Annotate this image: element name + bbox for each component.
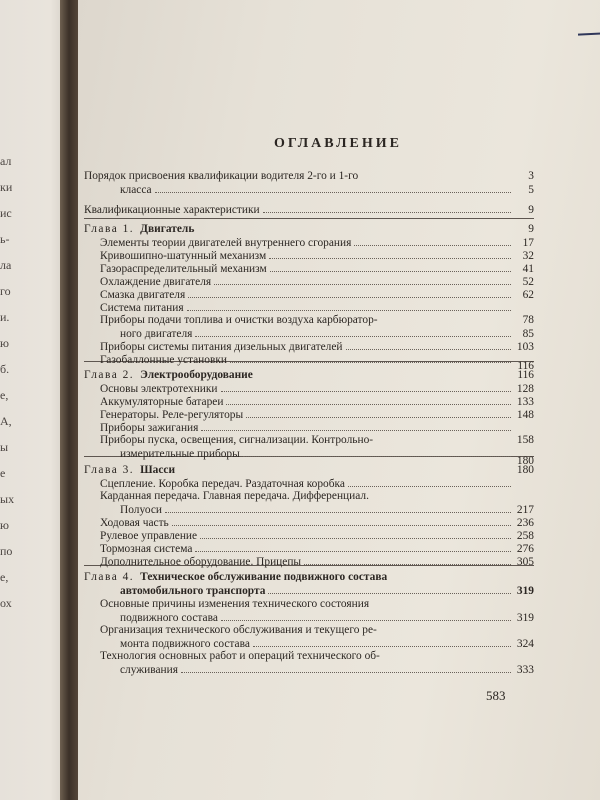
dot-leader <box>172 516 511 526</box>
toc-entry[interactable] <box>84 353 534 366</box>
entry-title: Порядок присвоения квалификации водителя 2-го и 1-го <box>84 170 359 182</box>
entry-title: Тормозная система <box>100 543 193 555</box>
entry-title: Кривошипно-шатунный механизм <box>100 250 267 262</box>
entry-title: Смазка двигателя <box>100 289 186 301</box>
entry-page-number: 41 <box>522 263 534 275</box>
dot-leader <box>383 650 511 659</box>
entry-title: Технология основных работ и операций технического об- <box>100 650 380 662</box>
dot-leader <box>230 353 511 363</box>
toc-entry[interactable] <box>84 170 534 183</box>
dot-leader <box>187 301 511 311</box>
entry-page-number: 32 <box>522 250 534 262</box>
pen-mark <box>578 32 600 35</box>
toc-chapter[interactable] <box>84 455 534 477</box>
entry-title: Сцепление. Коробка передач. Раздаточная коробка <box>100 478 345 490</box>
book-spine <box>60 0 80 800</box>
toc-chapter[interactable] <box>84 223 534 236</box>
entry-page-number: 62 <box>522 289 534 301</box>
toc-entry[interactable] <box>84 447 534 460</box>
dot-leader <box>200 529 511 539</box>
entry-page-number: 319 <box>516 585 534 597</box>
dot-leader <box>268 584 511 594</box>
entry-page-number: 9 <box>528 204 534 216</box>
entry-title: Аккумуляторные батареи <box>100 396 224 408</box>
left-page-fragment: ла <box>0 258 12 272</box>
entry-title: класса <box>120 184 152 196</box>
dot-leader <box>181 663 511 673</box>
entry-title: Элементы теории двигателей внутреннего сгорания <box>100 237 352 249</box>
section-divider <box>84 218 534 219</box>
entry-title: измерительные приборы <box>120 448 240 460</box>
toc-entry[interactable] <box>84 327 534 340</box>
chapter-title: Двигатель <box>140 223 195 235</box>
entry-title: автомобильного транспорта <box>120 585 266 597</box>
entry-page-number: 148 <box>516 409 534 421</box>
left-page-fragment: б. <box>0 362 10 376</box>
left-page-fragment: ы <box>0 440 9 454</box>
toc-entry[interactable] <box>84 275 534 288</box>
toc-entry[interactable] <box>84 203 534 216</box>
left-page-fragment: го <box>0 284 11 298</box>
left-page-fragment: ки <box>0 180 13 194</box>
toc-page <box>78 0 600 800</box>
entry-title: Квалификационные характеристики <box>84 204 260 216</box>
toc-entry[interactable] <box>84 434 534 447</box>
dot-leader <box>178 464 511 473</box>
entry-title: Газораспределительный механизм <box>100 263 267 275</box>
toc-chapter[interactable] <box>84 571 534 584</box>
toc-entry[interactable] <box>84 650 534 663</box>
chapter-title: Техническое обслуживание подвижного состава <box>140 571 388 583</box>
dot-leader <box>263 203 511 213</box>
left-page-fragment: ис <box>0 206 12 220</box>
toc-entry[interactable] <box>84 421 534 434</box>
left-page-fragment: ал <box>0 154 12 168</box>
entry-page-number: 333 <box>516 664 534 676</box>
dot-leader <box>221 382 511 392</box>
toc-entry[interactable] <box>84 183 534 196</box>
entry-page-number: 305 <box>516 556 534 568</box>
dot-leader <box>246 408 511 418</box>
dot-leader <box>361 170 511 179</box>
toc-entry[interactable] <box>84 490 534 503</box>
entry-page-number: 116 <box>517 360 534 372</box>
dot-leader <box>376 434 511 443</box>
toc-entry[interactable] <box>84 637 534 650</box>
entry-page-number: 78 <box>522 314 534 326</box>
entry-page-number: 217 <box>516 504 534 516</box>
left-page-fragment: А, <box>0 414 12 428</box>
entry-title: Ходовая часть <box>100 517 169 529</box>
entry-title: Полуоси <box>120 504 162 516</box>
left-page-fragment: е, <box>0 388 9 402</box>
dot-leader <box>346 340 512 350</box>
toc-entry[interactable] <box>84 236 534 249</box>
dot-leader <box>226 395 511 405</box>
dot-leader <box>214 275 511 285</box>
dot-leader <box>165 503 511 513</box>
dot-leader <box>221 611 511 621</box>
dot-leader <box>270 262 511 272</box>
toc-entry[interactable] <box>84 382 534 395</box>
chapter-label: Глава 2. <box>84 369 135 381</box>
toc-entry[interactable] <box>84 611 534 624</box>
dot-leader <box>269 249 511 259</box>
chapter-label: Глава 1. <box>84 223 135 235</box>
dot-leader <box>197 223 511 232</box>
dot-leader <box>256 369 511 378</box>
entry-title: Охлаждение двигателя <box>100 276 212 288</box>
toc-entry[interactable] <box>84 408 534 421</box>
dot-leader <box>304 555 511 565</box>
entry-page-number: 3 <box>528 170 534 182</box>
entry-page-number: 103 <box>516 341 534 353</box>
left-page-fragment: ых <box>0 492 15 506</box>
toc-entry[interactable] <box>84 584 534 597</box>
dot-leader <box>155 183 511 193</box>
entry-page-number: 9 <box>528 223 534 235</box>
dot-leader <box>201 421 511 431</box>
entry-title: Приборы зажигания <box>100 422 199 434</box>
entry-title: подвижного состава <box>120 612 218 624</box>
entry-title: Система питания <box>100 302 184 314</box>
toc-entry[interactable] <box>84 262 534 275</box>
dot-leader <box>253 637 511 647</box>
toc-entry[interactable] <box>84 503 534 516</box>
dot-leader <box>372 490 511 499</box>
toc-entry[interactable] <box>84 288 534 301</box>
chapter-title: Электрооборудование <box>140 369 253 381</box>
entry-page-number: 258 <box>516 530 534 542</box>
left-page-text <box>0 150 22 618</box>
entry-page-number: 319 <box>516 612 534 624</box>
entry-page-number: 158 <box>516 434 534 446</box>
dot-leader <box>372 598 511 607</box>
entry-page-number: 52 <box>522 276 534 288</box>
chapter-label: Глава 3. <box>84 464 135 476</box>
toc-entry[interactable] <box>84 249 534 262</box>
toc-entry[interactable] <box>84 663 534 676</box>
entry-page-number: 85 <box>522 328 534 340</box>
entry-title: Организация технического обслуживания и текущего ре- <box>100 624 377 636</box>
entry-title: ного двигателя <box>120 328 193 340</box>
left-page-fragment: по <box>0 544 13 558</box>
dot-leader <box>390 571 511 580</box>
left-page-fragment: е, <box>0 570 9 584</box>
toc-entry[interactable] <box>84 529 534 542</box>
dot-leader <box>380 624 511 633</box>
entry-page-number: 236 <box>516 517 534 529</box>
entry-title: Газобаллонные установки <box>100 354 227 366</box>
toc-entry[interactable] <box>84 395 534 408</box>
dot-leader <box>195 542 511 552</box>
dot-leader <box>188 288 511 298</box>
entry-page-number: 133 <box>516 396 534 408</box>
left-page-fragment: ь- <box>0 232 10 246</box>
toc-entry[interactable] <box>84 301 534 314</box>
entry-page-number: 116 <box>517 369 534 381</box>
toc-entry[interactable] <box>84 516 534 529</box>
entry-title: Карданная передача. Главная передача. Дифференциал. <box>100 490 369 502</box>
entry-page-number: 180 <box>516 455 534 467</box>
chapter-label: Глава 4. <box>84 571 135 583</box>
dot-leader <box>195 327 511 337</box>
left-page-fragment: ох <box>0 596 12 610</box>
entry-page-number: 17 <box>522 237 534 249</box>
entry-title: Приборы подачи топлива и очистки воздуха карбюратор- <box>100 314 378 326</box>
dot-leader <box>243 447 511 457</box>
entry-title: Генераторы. Реле-регуляторы <box>100 409 244 421</box>
left-page-fragment: и. <box>0 310 10 324</box>
entry-page-number: 324 <box>516 638 534 650</box>
left-page-fragment: ю <box>0 518 9 532</box>
dot-leader <box>381 314 511 323</box>
entry-page-number: 180 <box>516 464 534 476</box>
toc-entry[interactable] <box>84 340 534 353</box>
entry-page-number: 5 <box>528 184 534 196</box>
entry-page-number: 276 <box>516 543 534 555</box>
entry-title: Приборы пуска, освещения, сигнализации. Контрольно- <box>100 434 374 446</box>
toc-entry[interactable] <box>84 477 534 490</box>
page-title: ОГЛАВЛЕНИЕ <box>274 136 402 151</box>
entry-title: монта подвижного состава <box>120 638 250 650</box>
entry-title: Рулевое управление <box>100 530 198 542</box>
dot-leader <box>348 477 511 487</box>
toc-entry[interactable] <box>84 598 534 611</box>
chapter-title: Шасси <box>140 464 176 476</box>
entry-title: Основы электротехники <box>100 383 218 395</box>
entry-page-number: 128 <box>516 383 534 395</box>
entry-title: Основные причины изменения технического состояния <box>100 598 370 610</box>
dot-leader <box>354 236 511 246</box>
entry-title: Приборы системы питания дизельных двигателей <box>100 341 343 353</box>
toc-entry[interactable] <box>84 624 534 637</box>
toc-entry[interactable] <box>84 555 534 568</box>
entry-title: служивания <box>120 664 178 676</box>
toc-entry[interactable] <box>84 314 534 327</box>
left-page-fragment: ю <box>0 336 9 350</box>
left-page-fragment: е <box>0 466 6 480</box>
page-number: 583 <box>486 688 506 703</box>
toc-entry[interactable] <box>84 542 534 555</box>
entry-title: Дополнительное оборудование. Прицепы <box>100 556 302 568</box>
